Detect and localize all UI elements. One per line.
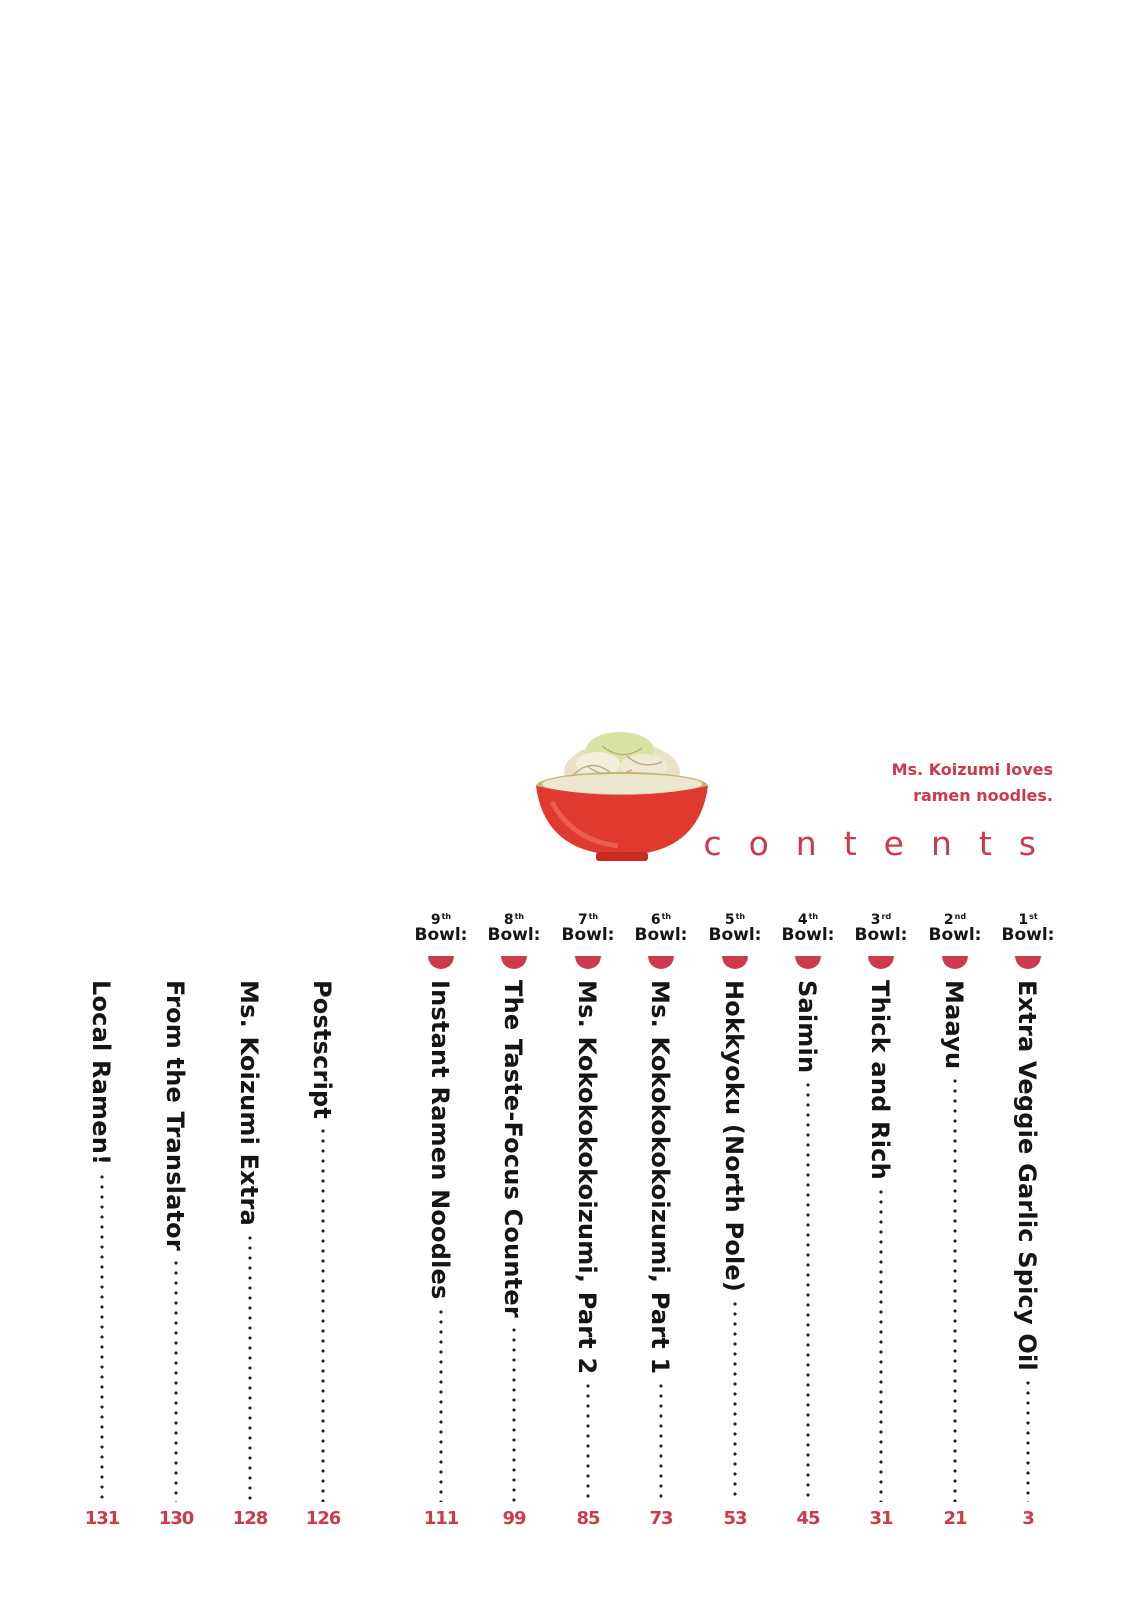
chapter-title: Local Ramen! bbox=[87, 980, 115, 1166]
page-number: 128 bbox=[232, 1508, 268, 1529]
dotted-leader bbox=[953, 1079, 957, 1502]
bowl-icon bbox=[1014, 954, 1042, 970]
chapter-number-suffix: th bbox=[735, 912, 746, 921]
chapter-title: From the Translator bbox=[161, 980, 189, 1251]
extra-entry[interactable] bbox=[293, 910, 353, 1570]
chapter-number-suffix: th bbox=[808, 912, 819, 921]
bowl-icon bbox=[500, 954, 528, 970]
chapter-number-value: 3 bbox=[870, 912, 881, 928]
extra-entry[interactable] bbox=[220, 910, 280, 1570]
chapter-number-suffix: st bbox=[1029, 912, 1038, 921]
chapter-number-value: 2 bbox=[943, 912, 954, 928]
page-number: 130 bbox=[158, 1508, 194, 1529]
dotted-leader bbox=[733, 1302, 737, 1502]
subtitle-line-1: Ms. Koizumi loves bbox=[891, 760, 1053, 779]
chapter-title: Ms. Koizumi Extra bbox=[235, 980, 263, 1226]
chapter-number-value: 1 bbox=[1018, 912, 1029, 928]
dotted-leader bbox=[100, 1175, 104, 1502]
extra-entry[interactable] bbox=[72, 910, 132, 1570]
chapter-title: Instant Ramen Noodles bbox=[426, 980, 454, 1300]
chapter-number-suffix: rd bbox=[881, 912, 892, 921]
page-number: 31 bbox=[869, 1508, 893, 1529]
dotted-leader bbox=[512, 1328, 516, 1502]
page-number: 131 bbox=[84, 1508, 120, 1529]
dotted-leader bbox=[806, 1083, 810, 1502]
dotted-leader bbox=[1026, 1381, 1030, 1502]
chapter-entry[interactable] bbox=[778, 910, 838, 1570]
page-number: 111 bbox=[423, 1508, 459, 1529]
chapter-number-suffix: th bbox=[661, 912, 672, 921]
chapter-number-value: 6 bbox=[650, 912, 661, 928]
extra-entry[interactable] bbox=[146, 910, 206, 1570]
bowl-icon bbox=[647, 954, 675, 970]
chapter-label: Bowl: bbox=[414, 925, 468, 945]
page-number: 99 bbox=[502, 1508, 526, 1529]
chapter-number-suffix: th bbox=[441, 912, 452, 921]
chapter-number-value: 9 bbox=[430, 912, 441, 928]
bowl-icon bbox=[721, 954, 749, 970]
chapter-entry[interactable] bbox=[851, 910, 911, 1570]
chapter-entry[interactable] bbox=[998, 910, 1058, 1570]
chapter-title: Hokkyoku (North Pole) bbox=[720, 980, 748, 1293]
chapter-number-suffix: th bbox=[588, 912, 599, 921]
chapter-label: Bowl: bbox=[708, 925, 762, 945]
dotted-leader bbox=[174, 1261, 178, 1502]
chapter-number-value: 5 bbox=[724, 912, 735, 928]
page-number: 21 bbox=[943, 1508, 967, 1529]
chapter-title: Ms. Kokokokokoizumi, Part 2 bbox=[573, 980, 601, 1375]
bowl-icon bbox=[427, 954, 455, 970]
chapter-label: Bowl: bbox=[487, 925, 541, 945]
page-number: 126 bbox=[305, 1508, 341, 1529]
page-number: 85 bbox=[576, 1508, 600, 1529]
chapter-entry[interactable] bbox=[484, 910, 544, 1570]
chapter-number-suffix: th bbox=[514, 912, 525, 921]
chapter-label: Bowl: bbox=[634, 925, 688, 945]
chapter-title: Saimin bbox=[793, 980, 821, 1074]
chapter-label: Bowl: bbox=[1001, 925, 1055, 945]
bowl-icon bbox=[941, 954, 969, 970]
dotted-leader bbox=[586, 1384, 590, 1502]
chapter-title: The Taste-Focus Counter bbox=[499, 980, 527, 1318]
chapter-title: Ms. Kokokokokoizumi, Part 1 bbox=[646, 980, 674, 1375]
contents-heading: contents bbox=[703, 824, 1063, 863]
chapter-title: Maayu bbox=[940, 980, 968, 1070]
dotted-leader bbox=[879, 1190, 883, 1502]
chapter-entry[interactable] bbox=[631, 910, 691, 1570]
page-number: 45 bbox=[796, 1508, 820, 1529]
bowl-icon bbox=[867, 954, 895, 970]
chapter-title: Postscript bbox=[308, 980, 336, 1120]
chapter-label: Bowl: bbox=[781, 925, 835, 945]
ramen-bowl-illustration bbox=[532, 726, 712, 866]
chapter-label: Bowl: bbox=[928, 925, 982, 945]
subtitle-line-2: ramen noodles. bbox=[913, 786, 1053, 805]
chapter-number-value: 4 bbox=[797, 912, 808, 928]
dotted-leader bbox=[248, 1236, 252, 1502]
dotted-leader bbox=[321, 1129, 325, 1502]
bowl-icon bbox=[574, 954, 602, 970]
chapter-label: Bowl: bbox=[854, 925, 908, 945]
chapter-entry[interactable] bbox=[705, 910, 765, 1570]
chapter-entry[interactable] bbox=[925, 910, 985, 1570]
chapter-entry[interactable] bbox=[558, 910, 618, 1570]
dotted-leader bbox=[659, 1384, 663, 1502]
page-number: 3 bbox=[1022, 1508, 1034, 1529]
page-number: 53 bbox=[723, 1508, 747, 1529]
chapter-number-value: 7 bbox=[577, 912, 588, 928]
bowl-icon bbox=[794, 954, 822, 970]
chapter-title: Extra Veggie Garlic Spicy Oil bbox=[1013, 980, 1041, 1371]
chapter-label: Bowl: bbox=[561, 925, 615, 945]
book-subtitle bbox=[892, 757, 1053, 809]
chapter-number-value: 8 bbox=[503, 912, 514, 928]
page-number: 73 bbox=[649, 1508, 673, 1529]
dotted-leader bbox=[439, 1310, 443, 1502]
chapter-title: Thick and Rich bbox=[866, 980, 894, 1180]
chapter-entry[interactable] bbox=[411, 910, 471, 1570]
chapter-number-suffix: nd bbox=[954, 912, 967, 921]
